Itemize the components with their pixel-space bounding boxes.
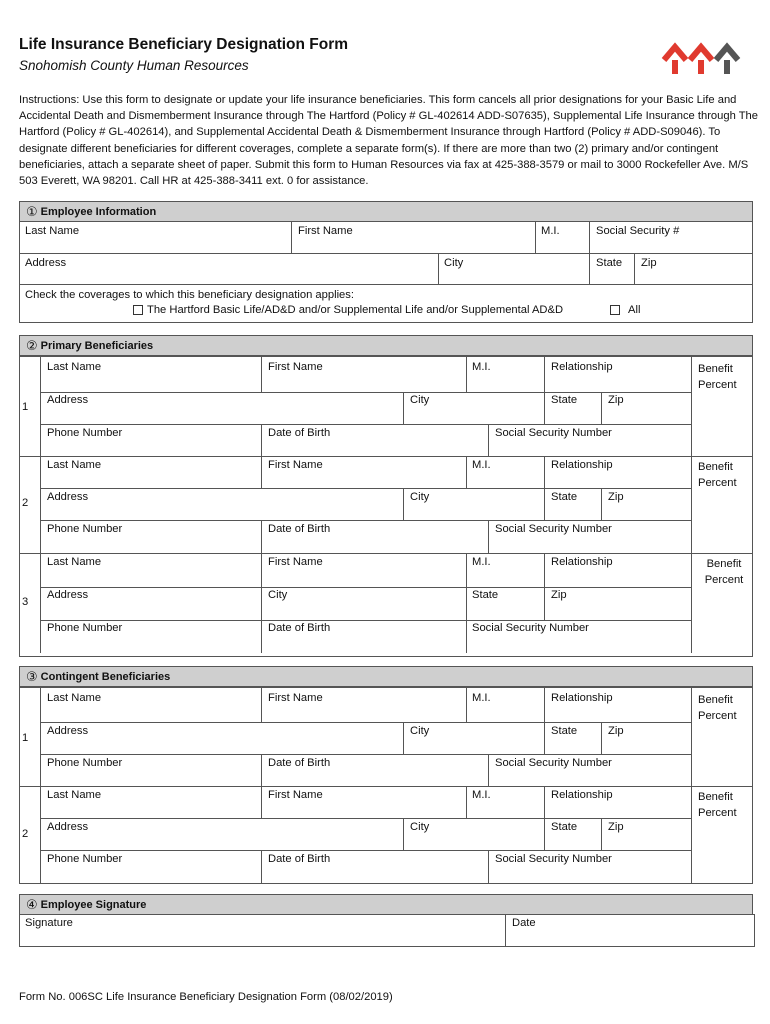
form-subtitle: Snohomish County Human Resources xyxy=(19,58,249,73)
divider xyxy=(544,687,545,722)
contingent-1-phone-field[interactable]: Phone Number xyxy=(47,757,123,769)
contingent-2-first-name-field[interactable]: First Name xyxy=(268,789,323,801)
signature-date-field[interactable]: Date xyxy=(512,917,536,929)
primary-3-benefit-percent-field[interactable]: Benefit Percent xyxy=(704,558,744,586)
divider xyxy=(261,456,262,488)
divider xyxy=(261,356,262,392)
primary-3-state-field[interactable]: State xyxy=(472,589,499,601)
coverage-all-label: All xyxy=(628,304,641,316)
contingent-2-dob-field[interactable]: Date of Birth xyxy=(268,853,331,865)
form-title: Life Insurance Beneficiary Designation Form xyxy=(19,36,349,53)
primary-2-dob-field[interactable]: Date of Birth xyxy=(268,523,331,535)
employee-ssn-field[interactable]: Social Security # xyxy=(596,225,680,237)
contingent-2-zip-field[interactable]: Zip xyxy=(608,821,624,833)
primary-2-ssn-field[interactable]: Social Security Number xyxy=(495,523,612,535)
row-number: 2 xyxy=(22,497,29,509)
section-title: Contingent Beneficiaries xyxy=(40,671,171,683)
divider xyxy=(544,392,545,424)
divider xyxy=(261,553,262,653)
divider xyxy=(19,253,753,254)
primary-2-phone-field[interactable]: Phone Number xyxy=(47,523,123,535)
employee-city-field[interactable]: City xyxy=(444,257,464,269)
divider xyxy=(466,687,467,722)
divider xyxy=(601,488,602,520)
divider xyxy=(19,456,753,457)
contingent-2-benefit-percent-field[interactable]: Benefit Percent xyxy=(698,791,737,819)
employee-address-field[interactable]: Address xyxy=(25,257,67,269)
primary-1-benefit-percent-field[interactable]: Benefit Percent xyxy=(698,363,737,391)
primary-1-phone-field[interactable]: Phone Number xyxy=(47,427,123,439)
divider xyxy=(601,722,602,754)
divider xyxy=(19,786,753,787)
primary-3-mi-field[interactable]: M.I. xyxy=(472,556,491,568)
divider xyxy=(261,850,262,884)
contingent-1-address-field[interactable]: Address xyxy=(47,725,89,737)
coverage-prompt: Check the coverages to which this beneficiary designation applies: xyxy=(25,289,354,301)
employee-first-name-field[interactable]: First Name xyxy=(298,225,353,237)
divider xyxy=(544,786,545,818)
divider xyxy=(403,488,404,520)
divider xyxy=(40,754,691,755)
primary-1-dob-field[interactable]: Date of Birth xyxy=(268,427,331,439)
snohomish-county-logo-icon xyxy=(660,38,744,76)
divider xyxy=(505,914,506,947)
instructions-text: Instructions: Use this form to designate or update your life insurance beneficiaries. This form cancels all prior designations for your Basic Life and Accidental Death and Dismemberment Insurance through The Hartford (Policy # GL-402614 ADD-S07635), Supplemental Life Insurance through The Hartford (Policy # GL-402614), and Supplemental Accidental Death & Dismemberment Insurance through Hartford (Policy # ADD-S09046). To designate different beneficiaries for different coverages, complete a separate form(s). If there are more than two (2) primary and/or contingent beneficiaries, attach a separate sheet of paper. Submit this form to Human Resources via fax at 425-388-3579 or mail to 3000 Rockefeller Ave. M/S 503 Everett, WA 98201. Call HR at 425-388-3411 ext. 0 for assistance. xyxy=(19,94,758,188)
divider xyxy=(261,424,262,456)
divider xyxy=(40,587,691,588)
contingent-1-last-name-field[interactable]: Last Name xyxy=(47,692,102,704)
divider xyxy=(691,356,692,653)
primary-3-last-name-field[interactable]: Last Name xyxy=(47,556,102,568)
divider xyxy=(601,392,602,424)
primary-2-relationship-field[interactable]: Relationship xyxy=(551,459,613,471)
primary-3-first-name-field[interactable]: First Name xyxy=(268,556,323,568)
employee-zip-field[interactable]: Zip xyxy=(641,257,657,269)
divider xyxy=(488,850,489,884)
contingent-1-state-field[interactable]: State xyxy=(551,725,578,737)
employee-last-name-field[interactable]: Last Name xyxy=(25,225,80,237)
row-number: 1 xyxy=(22,732,29,744)
contingent-2-relationship-field[interactable]: Relationship xyxy=(551,789,613,801)
form-footer: Form No. 006SC Life Insurance Beneficiary Designation Form (08/02/2019) xyxy=(19,991,393,1003)
contingent-1-mi-field[interactable]: M.I. xyxy=(472,692,491,704)
section-number: ② xyxy=(26,338,38,353)
divider xyxy=(544,722,545,754)
divider xyxy=(261,786,262,818)
row-number: 3 xyxy=(22,596,29,608)
section-number: ④ xyxy=(26,897,38,912)
primary-1-ssn-field[interactable]: Social Security Number xyxy=(495,427,612,439)
divider xyxy=(466,456,467,488)
primary-beneficiaries-block xyxy=(19,356,753,657)
divider xyxy=(488,424,489,456)
primary-3-zip-field[interactable]: Zip xyxy=(551,589,567,601)
divider xyxy=(403,818,404,850)
divider xyxy=(466,587,467,653)
primary-1-mi-field[interactable]: M.I. xyxy=(472,361,491,373)
section-bar-signature xyxy=(19,894,753,915)
divider xyxy=(40,850,691,851)
contingent-1-ssn-field[interactable]: Social Security Number xyxy=(495,757,612,769)
contingent-1-first-name-field[interactable]: First Name xyxy=(268,692,323,704)
primary-3-address-field[interactable]: Address xyxy=(47,589,89,601)
primary-1-relationship-field[interactable]: Relationship xyxy=(551,361,613,373)
primary-1-state-field[interactable]: State xyxy=(551,394,578,406)
divider xyxy=(291,221,292,253)
contingent-1-relationship-field[interactable]: Relationship xyxy=(551,692,613,704)
section-number: ③ xyxy=(26,669,38,684)
coverage-all-checkbox[interactable] xyxy=(610,305,620,315)
primary-1-city-field[interactable]: City xyxy=(410,394,430,406)
divider xyxy=(544,356,545,392)
signature-block xyxy=(19,914,755,947)
divider xyxy=(535,221,536,253)
primary-2-address-field[interactable]: Address xyxy=(47,491,89,503)
divider xyxy=(466,356,467,392)
contingent-2-mi-field[interactable]: M.I. xyxy=(472,789,491,801)
divider xyxy=(40,620,691,621)
section-bar-primary xyxy=(19,335,753,356)
contingent-2-phone-field[interactable]: Phone Number xyxy=(47,853,123,865)
divider xyxy=(544,456,545,488)
section-title: Employee Signature xyxy=(40,899,147,911)
coverage-hartford-label: The Hartford Basic Life/AD&D and/or Supplemental Life and/or Supplemental AD&D xyxy=(147,304,564,316)
contingent-2-last-name-field[interactable]: Last Name xyxy=(47,789,102,801)
primary-1-zip-field[interactable]: Zip xyxy=(608,394,624,406)
divider xyxy=(40,488,691,489)
primary-3-dob-field[interactable]: Date of Birth xyxy=(268,622,331,634)
divider xyxy=(40,424,691,425)
primary-3-city-field[interactable]: City xyxy=(268,589,288,601)
primary-2-benefit-percent-field[interactable]: Benefit Percent xyxy=(698,461,737,489)
divider xyxy=(589,221,590,284)
divider xyxy=(634,253,635,284)
section-title: Employee Information xyxy=(40,206,157,218)
contingent-1-benefit-percent-field[interactable]: Benefit Percent xyxy=(698,694,737,722)
divider xyxy=(544,488,545,520)
divider xyxy=(466,786,467,818)
divider xyxy=(601,818,602,850)
contingent-2-state-field[interactable]: State xyxy=(551,821,578,833)
primary-3-relationship-field[interactable]: Relationship xyxy=(551,556,613,568)
signature-field[interactable]: Signature xyxy=(25,917,73,929)
divider xyxy=(403,392,404,424)
contingent-1-city-field[interactable]: City xyxy=(410,725,430,737)
divider xyxy=(40,356,41,653)
section-number: ① xyxy=(26,204,38,219)
divider xyxy=(544,818,545,850)
divider xyxy=(19,553,753,554)
divider xyxy=(488,520,489,553)
primary-3-ssn-field[interactable]: Social Security Number xyxy=(472,622,589,634)
divider xyxy=(40,520,691,521)
employee-mi-field[interactable]: M.I. xyxy=(541,225,560,237)
primary-1-address-field[interactable]: Address xyxy=(47,394,89,406)
divider xyxy=(466,553,467,587)
primary-2-last-name-field[interactable]: Last Name xyxy=(47,459,102,471)
primary-2-city-field[interactable]: City xyxy=(410,491,430,503)
divider xyxy=(261,754,262,786)
contingent-2-ssn-field[interactable]: Social Security Number xyxy=(495,853,612,865)
contingent-2-city-field[interactable]: City xyxy=(410,821,430,833)
row-number: 2 xyxy=(22,828,29,840)
primary-2-first-name-field[interactable]: First Name xyxy=(268,459,323,471)
primary-3-phone-field[interactable]: Phone Number xyxy=(47,622,123,634)
primary-2-state-field[interactable]: State xyxy=(551,491,578,503)
divider xyxy=(40,818,691,819)
divider xyxy=(261,520,262,553)
primary-2-mi-field[interactable]: M.I. xyxy=(472,459,491,471)
divider xyxy=(403,722,404,754)
primary-1-first-name-field[interactable]: First Name xyxy=(268,361,323,373)
divider xyxy=(40,722,691,723)
section-title: Primary Beneficiaries xyxy=(40,340,154,352)
contingent-1-dob-field[interactable]: Date of Birth xyxy=(268,757,331,769)
section-bar-employee xyxy=(19,201,753,222)
coverage-hartford-checkbox[interactable] xyxy=(133,305,143,315)
section-bar-contingent xyxy=(19,666,753,687)
primary-1-last-name-field[interactable]: Last Name xyxy=(47,361,102,373)
employee-state-field[interactable]: State xyxy=(596,257,623,269)
row-number: 1 xyxy=(22,401,29,413)
primary-2-zip-field[interactable]: Zip xyxy=(608,491,624,503)
divider xyxy=(438,253,439,284)
contingent-2-address-field[interactable]: Address xyxy=(47,821,89,833)
divider xyxy=(261,687,262,722)
divider xyxy=(19,284,753,285)
divider xyxy=(488,754,489,786)
divider xyxy=(544,553,545,620)
contingent-1-zip-field[interactable]: Zip xyxy=(608,725,624,737)
divider xyxy=(40,392,691,393)
